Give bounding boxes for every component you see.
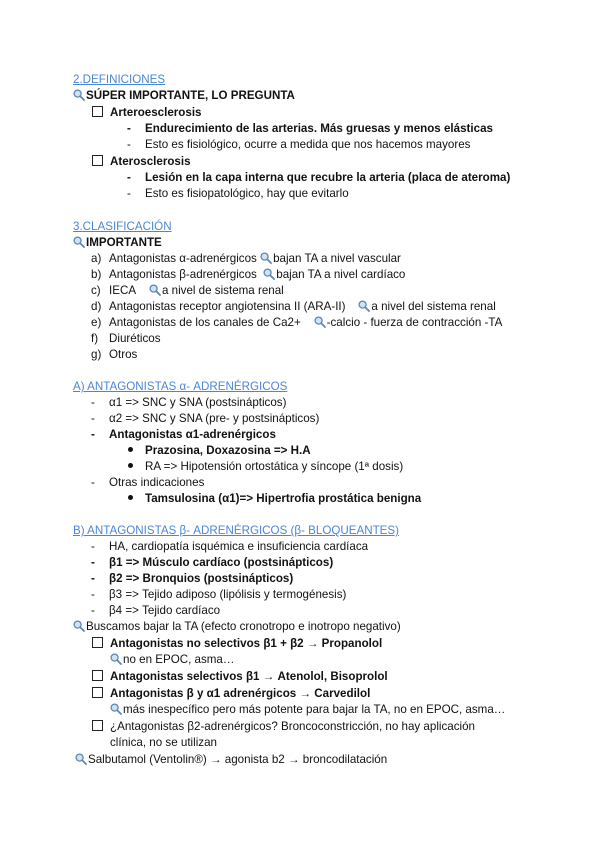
magnifier-icon (110, 703, 122, 715)
section-3-note: IMPORTANTE (73, 235, 162, 250)
bullet-line: - Endurecimiento de las arterias. Más gruesas y menos elásticas (127, 122, 493, 135)
magnifier-icon (73, 620, 85, 632)
magnifier-icon (260, 252, 272, 264)
bullet-line: - β2 => Bronquios (postsinápticos) (91, 572, 294, 585)
checklist-item-arteroesclerosis: Arteroesclerosis (92, 105, 202, 120)
magnifier-icon (149, 284, 161, 296)
checkbox-icon (92, 637, 103, 648)
checkbox-icon (92, 106, 103, 117)
section-2-note: SÚPER IMPORTANTE, LO PREGUNTA (73, 88, 295, 103)
checkbox-icon (92, 687, 103, 698)
note-line: más inespecífico pero más potente para bajar la TA, no en EPOC, asma… (110, 702, 505, 717)
bullet-line: - β1 => Músculo cardíaco (postsinápticos) (91, 556, 334, 569)
sub-bullet: Prazosina, Doxazosina => H.A (128, 443, 311, 458)
list-item: f) Diuréticos (91, 332, 161, 345)
bullet-line: - α2 => SNC y SNA (pre- y postsinápticos) (91, 412, 320, 425)
checkbox-icon (92, 720, 103, 731)
list-item: c) IECA a nivel de sistema renal (91, 284, 284, 297)
list-item: b) Antagonistas β-adrenérgicos bajan TA a nivel cardíaco (91, 268, 406, 281)
checklist-item-continuation: clínica, no se utilizan (110, 736, 217, 749)
final-note: Salbutamol (Ventolin®) → agonista b2 → broncodilatación (75, 752, 387, 767)
magnifier-icon (73, 89, 85, 101)
note-line: Buscamos bajar la TA (efecto cronotropo e inotropo negativo) (73, 619, 401, 634)
list-item: e) Antagonistas de los canales de Ca2+ -calcio - fuerza de contracción -TA (91, 316, 503, 329)
checkbox-icon (92, 155, 103, 166)
magnifier-icon (358, 300, 370, 312)
list-item: g) Otros (91, 348, 138, 361)
sub-bullet: Tamsulosina (α1)=> Hipertrofia prostática benigna (128, 491, 421, 506)
bullet-line: - HA, cardiopatía isquémica e insuficiencia cardíaca (91, 540, 369, 553)
checkbox-icon (92, 670, 103, 681)
bullet-line: - Otras indicaciones (91, 476, 205, 489)
section-2-heading[interactable]: 2.DEFINICIONES (73, 73, 166, 86)
bullet-line: - Esto es fisiológico, ocurre a medida que nos hacemos mayores (127, 138, 471, 151)
magnifier-icon (110, 653, 122, 665)
bullet-line: - β4 => Tejido cardíaco (91, 604, 221, 617)
magnifier-icon (263, 268, 275, 280)
section-3-heading[interactable]: 3.CLASIFICACIÓN (73, 220, 172, 233)
section-b-heading[interactable]: B) ANTAGONISTAS β- ADRENÉRGICOS (β- BLOQUEANTES) (73, 524, 399, 537)
note-line: no en EPOC, asma… (110, 652, 234, 667)
list-item: d) Antagonistas receptor angiotensina II (ARA-II) a nivel del sistema renal (91, 300, 496, 313)
magnifier-icon (75, 753, 87, 765)
bullet-line: - Esto es fisiopatológico, hay que evitarlo (127, 187, 349, 200)
bullet-line: - Lesión en la capa interna que recubre la arteria (placa de ateroma) (127, 171, 511, 184)
sub-bullet: RA => Hipotensión ortostática y síncope (1ª dosis) (128, 459, 403, 474)
magnifier-icon (73, 236, 85, 248)
bullet-line: - α1 => SNC y SNA (postsinápticos) (91, 396, 287, 409)
checklist-item: Antagonistas β y α1 adrenérgicos → Carvedilol (92, 686, 370, 701)
checklist-item: ¿Antagonistas β2-adrenérgicos? Broncoconstricción, no hay aplicación (92, 719, 475, 734)
checklist-item-aterosclerosis: Aterosclerosis (92, 154, 191, 169)
bullet-line: - Antagonistas α1-adrenérgicos (91, 428, 276, 441)
magnifier-icon (314, 316, 326, 328)
checklist-item: Antagonistas selectivos β1 → Atenolol, Bisoprolol (92, 669, 388, 684)
list-item: a) Antagonistas α-adrenérgicos bajan TA a nivel vascular (91, 252, 401, 265)
checklist-item: Antagonistas no selectivos β1 + β2 → Propanolol (92, 636, 382, 651)
section-a-heading[interactable]: A) ANTAGONISTAS α- ADRENÉRGICOS (73, 380, 288, 393)
bullet-line: - β3 => Tejido adiposo (lipólisis y termogénesis) (91, 588, 347, 601)
